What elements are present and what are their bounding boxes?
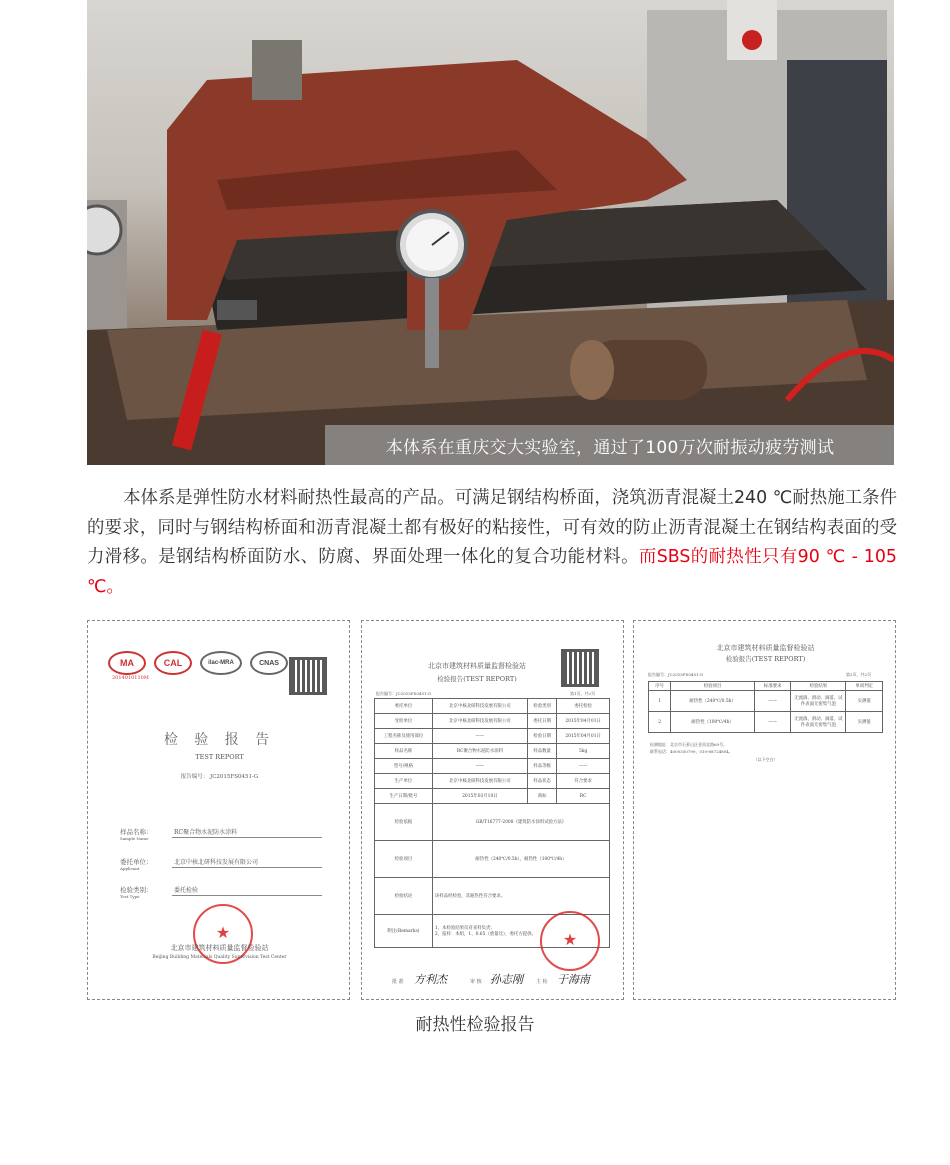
table-cell: 实测值 [846, 712, 883, 733]
sample-name-en: Sample Name [120, 836, 149, 841]
table-cell: —— [432, 759, 527, 774]
table-cell: —— [432, 729, 527, 744]
remark-line-2: 2、报样：本组，1、0.65（重量比），委托方提供。 [434, 932, 536, 937]
col-header-result: 检验结果 [791, 682, 846, 691]
page2-phone: 联系电话：4000350799，010-88724804。 [650, 749, 733, 754]
table-cell: 无流淌、滑动、滴落，试件表面无密集气泡 [791, 712, 846, 733]
reports-caption: 耐热性检验报告 [415, 1015, 535, 1035]
cal-logo: CAL [154, 651, 192, 675]
page2-end-mark: （以下空白） [753, 757, 778, 762]
page2-page-no: 第2页，共2页 [846, 672, 872, 677]
qr-code-icon [289, 657, 327, 695]
col-header-requirement: 标准要求 [754, 682, 791, 691]
applicant-label: 委托单位： [120, 858, 153, 866]
page1-title: 检验报告(TEST REPORT) [437, 675, 517, 683]
remarks-label: 附注(Remarks) [375, 915, 433, 948]
table-cell: 1 [649, 691, 671, 712]
page2-report-no: 报告编号：JC2015FS0451-G [648, 672, 704, 677]
cert-number: 2014010110M [112, 675, 149, 681]
approver-label: 批 准 [392, 979, 404, 985]
items-label: 检验项目 [375, 841, 433, 878]
table-cell: 耐热性（100℃/4h） [671, 712, 755, 733]
lab-equipment-illustration [87, 0, 894, 465]
cover-org-cn: 北京市建筑材料质量监督检验站 [170, 944, 269, 952]
report-page-1 [361, 620, 624, 1000]
page1-report-no: 报告编号：JC2015FS0451-G [376, 691, 432, 696]
table-row [375, 699, 610, 714]
table-cell: 样品等级 [527, 759, 556, 774]
photo-caption: 本体系在重庆交大实验室，通过了100万次耐振动疲劳测试 [385, 438, 835, 458]
paragraph-highlight-text: 而SBS的耐热性只有90 ℃ - 105 ℃。 [87, 547, 897, 597]
approver-signature: 方利杰 [414, 973, 447, 986]
conclusion-label: 检验结论 [375, 878, 433, 915]
table-row [375, 714, 610, 729]
applicant-en: Applicant [120, 866, 140, 871]
table-cell: 5kg [557, 744, 610, 759]
table-cell: RC聚合物水泥防水涂料 [432, 744, 527, 759]
reviewer-label: 审 核 [470, 979, 482, 985]
page2-address: 检测地址：北京市石景山区金顶北路69号。 [650, 742, 728, 747]
cma-logo: MA [108, 651, 146, 675]
col-header-item: 检验项目 [671, 682, 755, 691]
page2-org: 北京市建筑材料质量监督检验站 [716, 644, 815, 652]
table-cell: 样品状态 [527, 774, 556, 789]
table-cell: 北京中核北研科技发展有限公司 [432, 699, 527, 714]
lab-test-photo [87, 0, 894, 465]
table-cell: —— [754, 712, 791, 733]
report-page-2 [633, 620, 896, 1000]
table-cell: 2015年04月01日 [557, 714, 610, 729]
cnas-logo: CNAS [250, 651, 288, 675]
page2-title: 检验报告(TEST REPORT) [725, 655, 806, 663]
table-cell: 实测值 [846, 691, 883, 712]
table-row [375, 774, 610, 789]
table-cell: 北京中核北研科技发展有限公司 [432, 714, 527, 729]
table-cell: 无流淌、滑动、滴落，试件表面无密集气泡 [791, 691, 846, 712]
table-cell: —— [754, 691, 791, 712]
table-cell: 样品数量 [527, 744, 556, 759]
table-cell: —— [557, 759, 610, 774]
col-header-index: 序号 [649, 682, 671, 691]
table-cell: 型号/规格 [375, 759, 433, 774]
table-row [375, 759, 610, 774]
table-row [375, 744, 610, 759]
cover-report-no: 报告编号： JC2015FS0451-G [180, 774, 259, 780]
reviewer-signature: 孙志刚 [490, 973, 523, 986]
basis-value: GB/T16777-2008《建筑防水涂料试验方法》 [432, 804, 609, 841]
photo-caption-bar [325, 425, 894, 465]
cover-title-en: TEST REPORT [195, 753, 244, 761]
table-row [375, 729, 610, 744]
description-paragraph [87, 484, 897, 602]
table-cell: 工程名称及使用部位 [375, 729, 433, 744]
tester-signature: 于海南 [557, 973, 590, 986]
table-cell: 受检单位 [375, 714, 433, 729]
items-value: 耐热性（240℃/0.5h），耐热性（100℃/4h） [432, 841, 609, 878]
sample-name-label: 样品名称： [120, 828, 153, 836]
paragraph-main-text: 本体系是弹性防水材料耐热性最高的产品。可满足钢结构桥面，浇筑沥青混凝土240 ℃耐热施工条件的要求，同时与钢结构桥面和沥青混凝土都有极好的粘接性，可有效的防止沥青混凝土在钢结构表面的受力滑移。是钢结构桥面防水、防腐、界面处理一体化的复合功能材料。 [87, 488, 897, 567]
table-cell: 2015年04月01日 [557, 729, 610, 744]
table-cell: 符合要求 [557, 774, 610, 789]
table-cell: 2015年03月10日 [432, 789, 527, 804]
cover-title-cn: 检 验 报 告 [163, 732, 276, 748]
test-type-value: 委托检验 [174, 887, 199, 894]
table-cell: 委托日期 [527, 714, 556, 729]
report-cover-page [87, 620, 350, 1000]
table-cell: 生产日期/批号 [375, 789, 433, 804]
table-cell: 耐热性（240℃/0.5h） [671, 691, 755, 712]
table-cell: RC [557, 789, 610, 804]
page1-org: 北京市建筑材料质量监督检验站 [428, 662, 526, 670]
table-row [375, 789, 610, 804]
conclusion-value: 该样品经检验，其耐热性符合要求。 [432, 878, 609, 915]
applicant-value: 北京中核北研科技发展有限公司 [174, 859, 259, 866]
table-cell: 2 [649, 712, 671, 733]
table-cell: 委托单位 [375, 699, 433, 714]
ilac-mra-logo: ilac-MRA [200, 651, 242, 675]
test-type-en: Test Type [120, 894, 140, 899]
remark-line-1: 1、本检验结果仅对来样负责； [434, 926, 495, 931]
table-cell: 检验日期 [527, 729, 556, 744]
tester-label: 主 检 [536, 979, 548, 985]
table-cell: 检验类别 [527, 699, 556, 714]
cover-org-en: Beijing Building Materials Quality Supervision Test Center [152, 955, 287, 960]
table-cell: 商标 [527, 789, 556, 804]
official-seal-icon [540, 911, 600, 971]
basis-label: 检验依据 [375, 804, 433, 841]
col-header-judgement: 单项判定 [846, 682, 883, 691]
table-cell: 委托检验 [557, 699, 610, 714]
sample-name-value: RC聚合物水泥防水涂料 [174, 829, 238, 836]
test-type-label: 检验类别： [120, 886, 153, 894]
table-cell: 样品名称 [375, 744, 433, 759]
table-cell: 生产单位 [375, 774, 433, 789]
certification-logos [108, 651, 288, 675]
table-cell: 北京中核北研科技发展有限公司 [432, 774, 527, 789]
page1-page-no: 第1页，共2页 [570, 691, 596, 696]
qr-code-icon [561, 649, 599, 687]
page2-results-table [648, 681, 883, 733]
